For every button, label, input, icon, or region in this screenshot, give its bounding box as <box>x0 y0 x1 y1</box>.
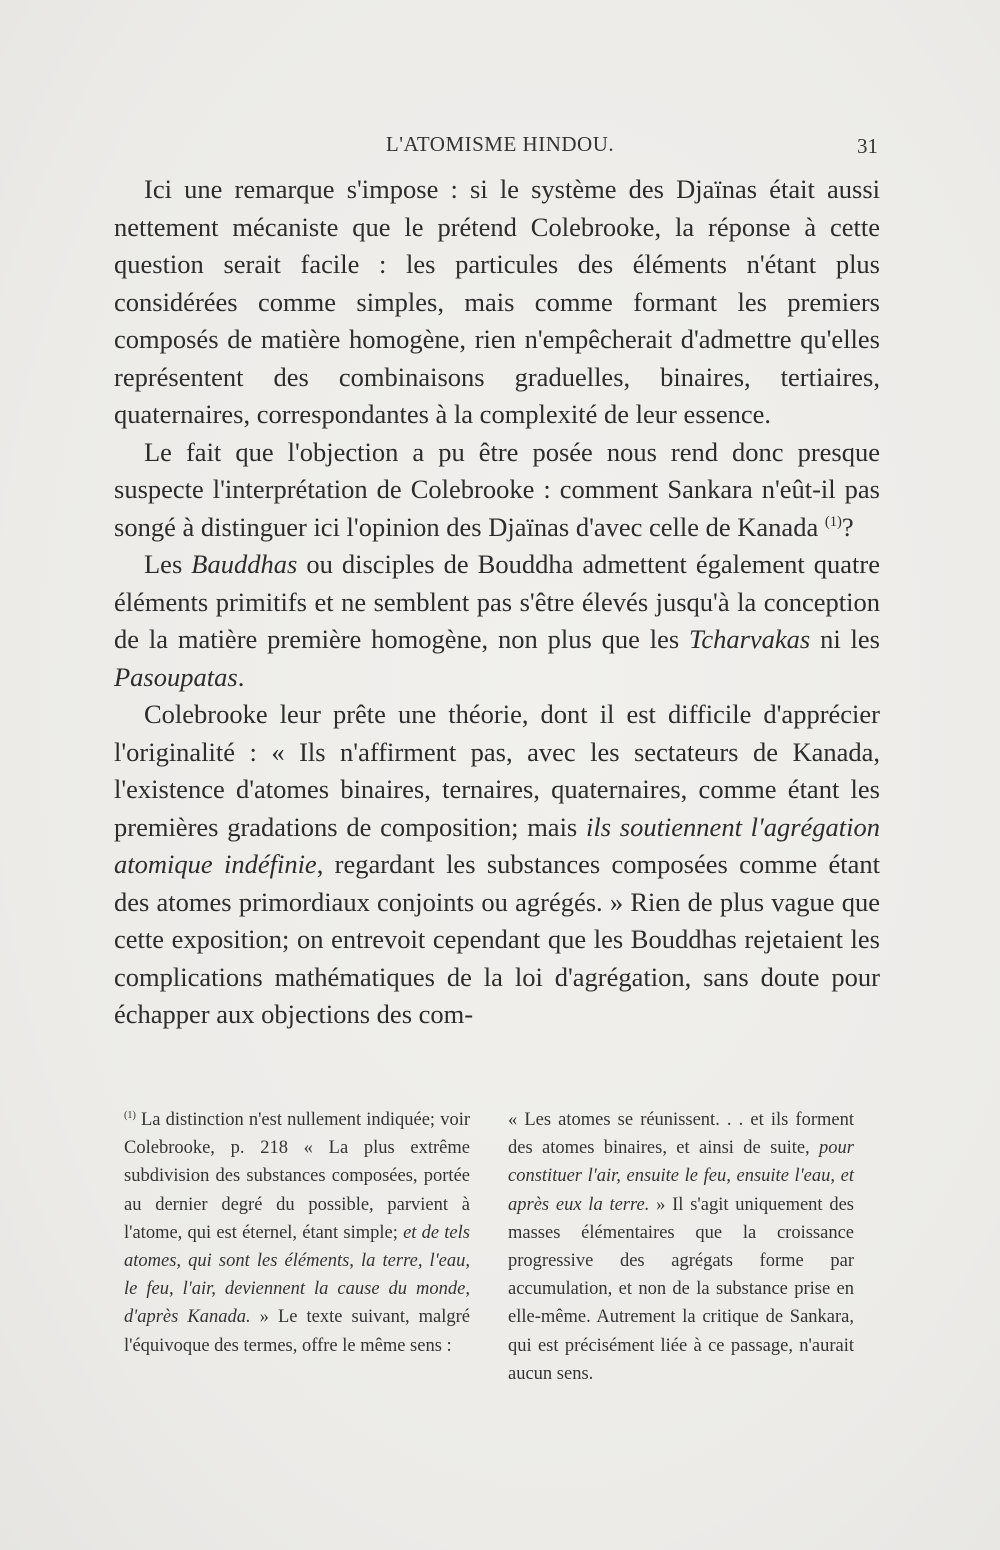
paragraph-4-text-b: , regardant les substances composées comme étant des atomes primordiaux conjoints ou agrégés. » Rien de plus vague que cette exposition; on entrevoit cependant que les Bouddhas rejetaient les complications mathématiques de la loi d'agrégation, sans doute pour échapper aux objections des com- <box>114 849 880 1029</box>
footnote-1-marker: (1) <box>124 1109 136 1121</box>
paragraph-3-text-b: ou disciples de Bouddha admettent également quatre éléments primitifs et ne semblent pas s'être élevés jusqu'à la conception de la matière première homogène, non plus que les <box>114 549 880 654</box>
term-pasoupatas: Pasoupatas <box>114 661 238 692</box>
paragraph-3-text-a: Les <box>144 549 192 579</box>
paragraph-2-end: ? <box>841 511 854 542</box>
term-bauddhas: Bauddhas <box>191 549 298 579</box>
running-head-title: L'ATOMISME HINDOU. <box>385 132 615 156</box>
paragraph-3-text-d: . <box>237 661 245 692</box>
footnote-1-text-b: » Le texte suivant, malgré l'équivoque des termes, offre le même sens : <box>124 1307 470 1356</box>
main-text <box>114 171 880 1034</box>
term-tcharvakas: Tcharvakas <box>689 624 811 654</box>
paragraph-4-italic: ils soutiennent l'agrégation atomique indéfinie <box>114 811 880 879</box>
page-number: 31 <box>857 134 878 158</box>
paragraph-4-text-a: Colebrooke leur prête une théorie, dont il est difficile d'apprécier l'originalité : « Ils n'affirment pas, avec les sectateurs de Kanada, l'existence d'atomes binaires, ternaires, quaternaires, comme étant les premières gradations de composition; mais <box>114 699 880 842</box>
footnote-cont-text-b: » Il s'agit uniquement des masses élémentaires que la croissance progressive des agrégats forme par accumulation, et non de la substance prise en elle-même. Autrement la critique de Sankara, qui est précisément liée à ce passage, n'aurait aucun sens. <box>508 1194 854 1384</box>
footnote-1-continued <box>508 1106 854 1388</box>
paragraph-3 <box>114 546 880 696</box>
running-head <box>0 124 1000 160</box>
footnote-1-text-a: La distinction n'est nullement indiquée; voir Colebrooke, p. 218 « La plus extrême subdivision des substances composées, portée au dernier degré du possible, parvient à l'atome, qui est éternel, étant simple; <box>124 1110 470 1243</box>
footnote-1-italic: et de tels atomes, qui sont les éléments, la terre, l'eau, le feu, l'air, deviennent la cause du monde, d'après Kanada. <box>124 1222 470 1328</box>
paragraph-1-text: Ici une remarque s'impose : si le système des Djaïnas était aussi nettement mécaniste que le prétend Colebrooke, la réponse à cette question serait facile : les particules des éléments n'étant plus considérées comme simples, mais comme formant les premiers composés de matière homogène, rien n'empêcherait d'admettre qu'elles représentent des combinaisons graduelles, binaires, tertiaires, quaternaires, correspondantes à la complexité de leur essence. <box>114 174 880 429</box>
paragraph-3-text-c: ni les <box>810 624 880 654</box>
footnote-ref-1: (1) <box>824 513 842 530</box>
footnote-column-right <box>508 1106 854 1388</box>
paragraph-1 <box>114 171 880 434</box>
paragraph-2 <box>114 434 880 547</box>
footnotes <box>124 1106 880 1426</box>
footnote-cont-text-a: « Les atomes se réunissent. . . et ils forment des atomes binaires, et ainsi de suite, <box>508 1110 854 1159</box>
footnote-1 <box>124 1106 470 1360</box>
footnote-cont-italic: pour constituer l'air, ensuite le feu, ensuite l'eau, et après eux la terre. <box>508 1138 854 1215</box>
footnote-column-left <box>124 1106 470 1360</box>
paragraph-4 <box>114 696 880 1034</box>
paragraph-2-text: Le fait que l'objection a pu être posée nous rend donc presque suspecte l'interprétation de Colebrooke : comment Sankara n'eût-il pas songé à distinguer ici l'opinion des Djaïnas d'avec celle de Kanada <box>114 436 880 542</box>
